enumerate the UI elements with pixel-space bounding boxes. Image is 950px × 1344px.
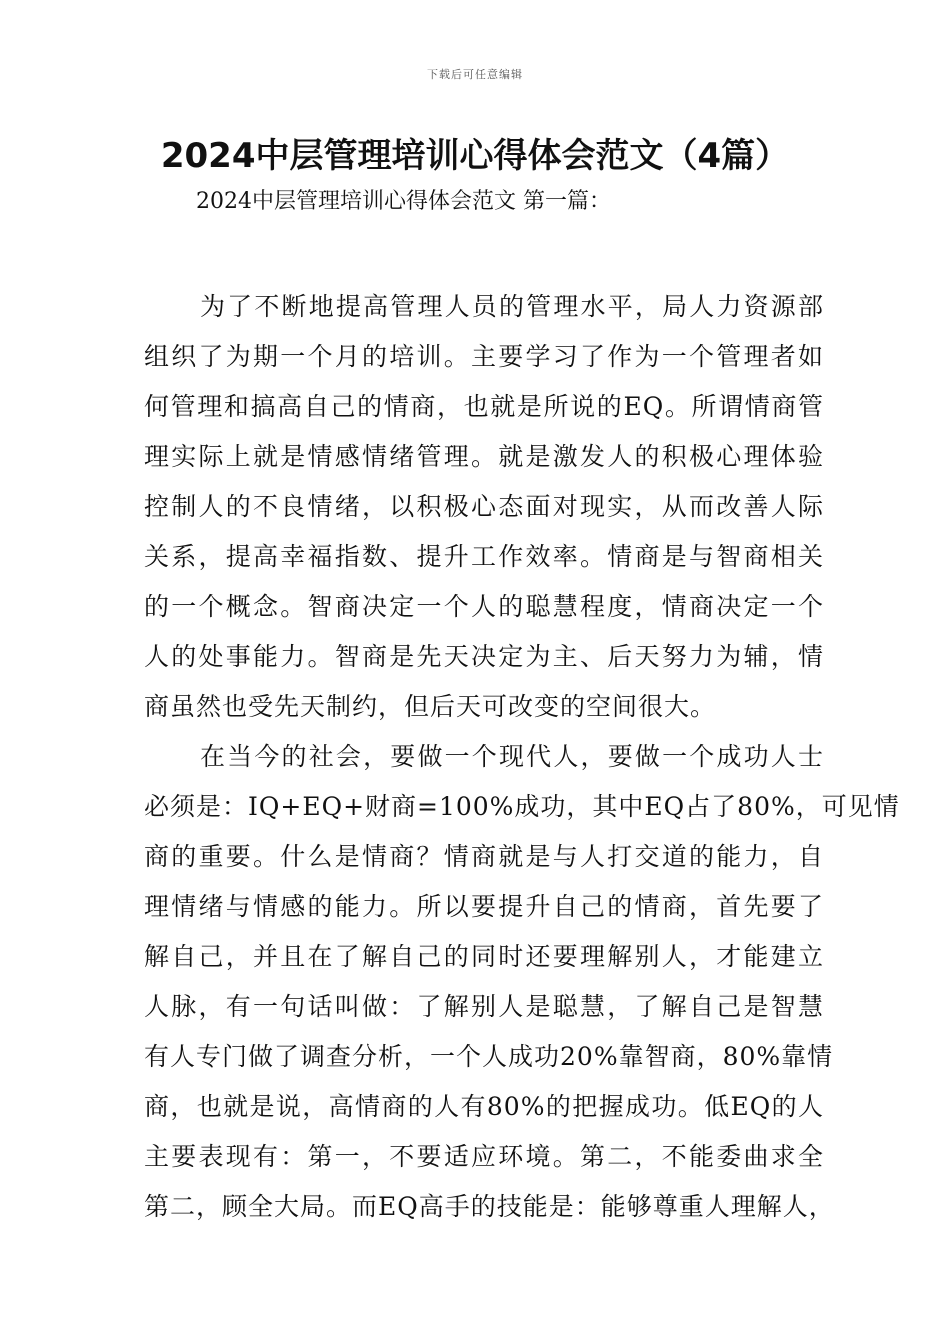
body-text	[144, 282, 900, 1232]
text-line: 第二，顾全大局。而EQ高手的技能是：能够尊重人理解人，	[144, 1192, 835, 1221]
text-line: 必须是：IQ+EQ+财商=100%成功，其中EQ占了80%，可见情	[144, 792, 900, 821]
text-line: 在当今的社会，要做一个现代人，要做一个成功人士	[200, 742, 824, 771]
section-heading: 2024中层管理培训心得体会范文 第一篇：	[196, 189, 611, 214]
text-line: 有人专门做了调查分析，一个人成功20%靠智商，80%靠情	[144, 1042, 834, 1071]
text-line: 人的处事能力。智商是先天决定为主、后天努力为辅，情	[144, 642, 824, 671]
text-line: 解自己，并且在了解自己的同时还要理解别人，才能建立	[144, 942, 824, 971]
text-line: 人脉，有一句话叫做：了解别人是聪慧，了解自己是智慧	[144, 992, 824, 1021]
text-line: 关系，提高幸福指数、提升工作效率。情商是与智商相关	[144, 542, 824, 571]
text-line: 主要表现有：第一，不要适应环境。第二，不能委曲求全	[144, 1142, 824, 1171]
text-line: 的一个概念。智商决定一个人的聪慧程度，情商决定一个	[144, 592, 824, 621]
document-title: 2024中层管理培训心得体会范文（4篇）	[160, 136, 790, 176]
text-line: 何管理和搞高自己的情商，也就是所说的EQ。所谓情商管	[144, 392, 824, 421]
text-line: 商虽然也受先天制约，但后天可改变的空间很大。	[144, 692, 717, 721]
paragraph-2	[144, 732, 900, 1232]
text-line: 为了不断地提高管理人员的管理水平，局人力资源部	[200, 292, 824, 321]
text-line: 商的重要。什么是情商？情商就是与人打交道的能力，自	[144, 842, 824, 871]
text-line: 控制人的不良情绪，以积极心态面对现实，从而改善人际	[144, 492, 824, 521]
header-note: 下载后可任意编辑	[427, 68, 523, 81]
text-line: 理情绪与情感的能力。所以要提升自己的情商，首先要了	[144, 892, 824, 921]
text-line: 组织了为期一个月的培训。主要学习了作为一个管理者如	[144, 342, 824, 371]
text-line: 商，也就是说，高情商的人有80%的把握成功。低EQ的人	[144, 1092, 824, 1121]
paragraph-1	[144, 282, 824, 732]
text-line: 理实际上就是情感情绪管理。就是激发人的积极心理体验	[144, 442, 824, 471]
